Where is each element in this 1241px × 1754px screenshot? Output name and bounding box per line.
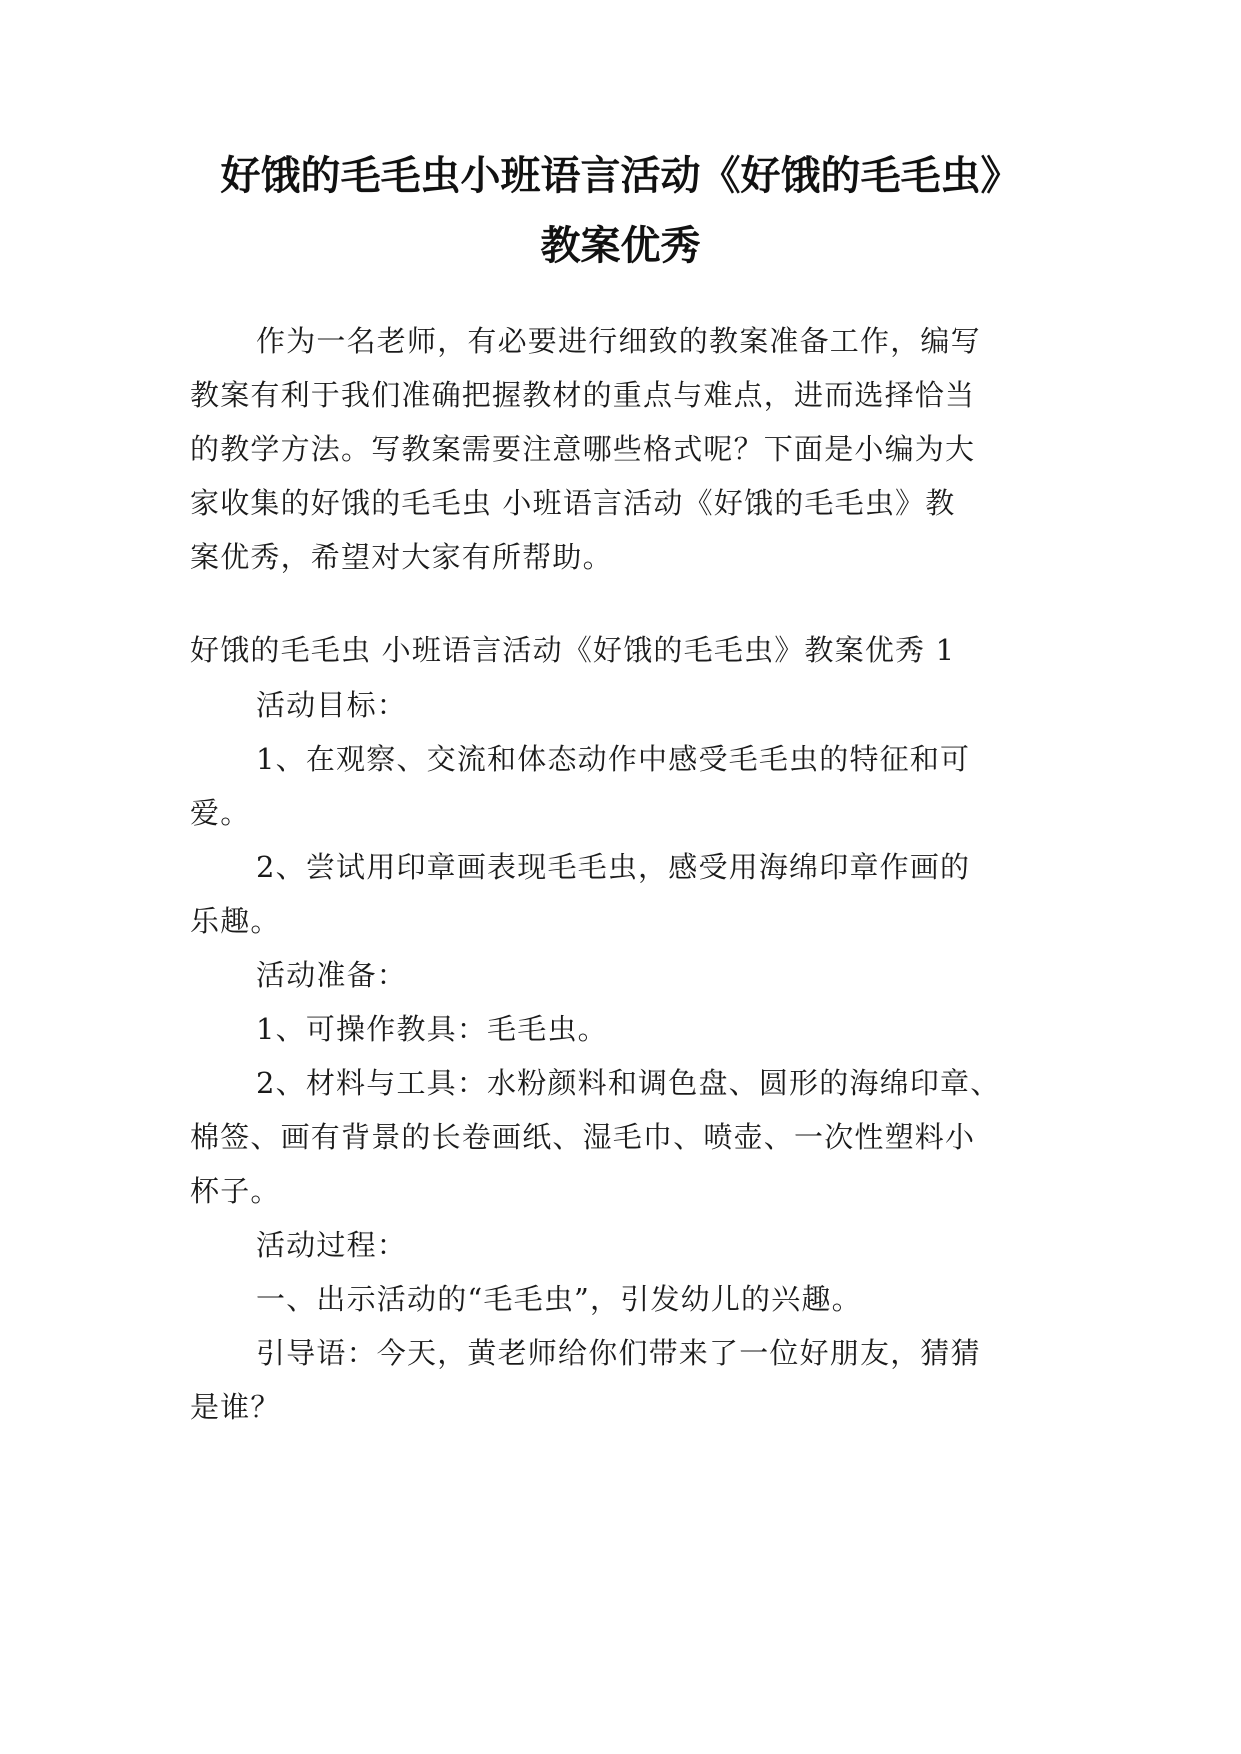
section-heading: 好饿的毛毛虫 小班语言活动《好饿的毛毛虫》教案优秀 1	[190, 633, 956, 667]
preparation-2-line-1: 2、材料与工具：水粉颜料和调色盘、圆形的海绵印章、	[256, 1066, 1001, 1100]
intro-line-5: 案优秀，希望对大家有所帮助。	[190, 540, 613, 574]
guidance-line-1: 引导语：今天，黄老师给你们带来了一位好朋友，猜猜	[256, 1336, 981, 1370]
intro-line-1: 作为一名老师，有必要进行细致的教案准备工作，编写	[256, 324, 981, 358]
guidance-line-2: 是谁？	[190, 1390, 281, 1424]
process-heading: 活动过程：	[256, 1228, 408, 1262]
goals-heading: 活动目标：	[256, 688, 408, 722]
intro-line-3: 的教学方法。写教案需要注意哪些格式呢？下面是小编为大	[190, 432, 976, 466]
goal-1-line-1: 1、在观察、交流和体态动作中感受毛毛虫的特征和可	[256, 742, 971, 776]
document-title-line-2: 教案优秀	[540, 223, 701, 269]
goal-2-line-1: 2、尝试用印章画表现毛毛虫，感受用海绵印章作画的	[256, 850, 971, 884]
goal-2-line-2: 乐趣。	[190, 904, 281, 938]
document-title-line-1: 好饿的毛毛虫小班语言活动《好饿的毛毛虫》	[220, 153, 1021, 199]
goal-1-line-2: 爱。	[190, 796, 251, 830]
process-step-1: 一、出示活动的“毛毛虫”，引发幼儿的兴趣。	[256, 1282, 862, 1316]
preparation-1: 1、可操作教具：毛毛虫。	[256, 1012, 608, 1046]
intro-line-4: 家收集的好饿的毛毛虫 小班语言活动《好饿的毛毛虫》教	[190, 486, 956, 520]
intro-line-2: 教案有利于我们准确把握教材的重点与难点，进而选择恰当	[190, 378, 976, 412]
preparation-2-line-3: 杯子。	[190, 1174, 281, 1208]
preparation-heading: 活动准备：	[256, 958, 408, 992]
preparation-2-line-2: 棉签、画有背景的长卷画纸、湿毛巾、喷壶、一次性塑料小	[190, 1120, 976, 1154]
